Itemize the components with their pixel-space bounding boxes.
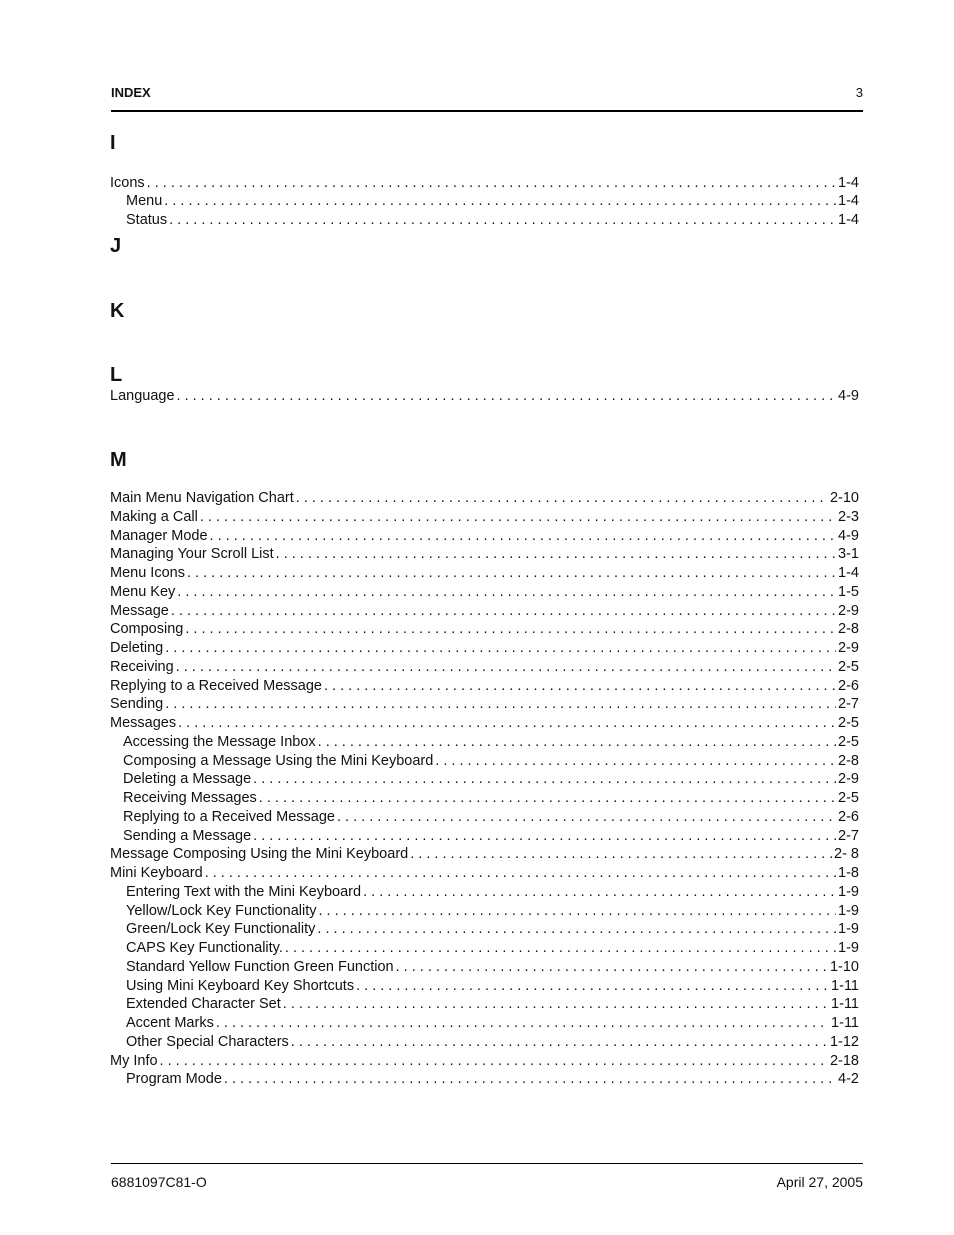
- entry-label: Mini Keyboard: [110, 865, 203, 881]
- entry-label: Replying to a Received Message: [123, 808, 335, 825]
- entry-page: 2-18: [829, 1052, 859, 1069]
- entry-label: Language: [110, 388, 175, 404]
- entry-label: Composing: [110, 621, 184, 638]
- section-letter-i: I: [110, 132, 116, 154]
- entry-label: Making a Call: [110, 508, 198, 525]
- index-subentry[interactable]: [126, 1071, 859, 1090]
- dot-leader: [291, 1034, 828, 1050]
- entry-label: Managing Your Scroll List: [110, 546, 274, 563]
- entry-label: Message Composing Using the Mini Keyboard: [110, 846, 409, 863]
- entry-page: 4-9: [838, 388, 859, 404]
- dot-leader: [187, 565, 836, 581]
- entry-page: 1-9: [838, 902, 859, 919]
- entry-page: 2-8: [838, 621, 859, 638]
- index-subentry[interactable]: [126, 884, 859, 903]
- entry-page: 1-4: [838, 212, 859, 228]
- dot-leader: [160, 1053, 828, 1069]
- dot-leader: [147, 175, 836, 191]
- entry-page: 2-6: [838, 677, 859, 694]
- index-subentry[interactable]: [126, 1015, 859, 1034]
- entry-page: 1-4: [838, 193, 859, 209]
- index-subentry[interactable]: [126, 193, 859, 212]
- dot-leader: [259, 790, 836, 806]
- header-title: INDEX: [111, 85, 151, 100]
- dot-leader: [396, 959, 828, 975]
- dot-leader: [253, 828, 836, 844]
- entry-page: 2-8: [838, 752, 859, 769]
- index-entry[interactable]: [110, 388, 859, 407]
- entry-page: 2-9: [838, 602, 859, 619]
- index-entry[interactable]: [110, 584, 859, 603]
- document-date: April 27, 2005: [776, 1174, 863, 1190]
- dot-leader: [171, 603, 836, 619]
- dot-leader: [276, 546, 836, 562]
- dot-leader: [253, 771, 836, 787]
- footer-rule: [111, 1163, 863, 1164]
- entry-label: Accessing the Message Inbox: [123, 733, 316, 750]
- index-entry[interactable]: [110, 659, 859, 678]
- entry-label: Receiving: [110, 658, 174, 675]
- entry-page: 2-3: [838, 508, 859, 525]
- entry-label: Messages: [110, 715, 177, 731]
- dot-leader: [337, 809, 836, 825]
- entry-page: 1-12: [829, 1033, 859, 1050]
- dot-leader: [176, 659, 836, 675]
- index-subentry[interactable]: [123, 828, 859, 847]
- entry-label: Menu Key: [110, 583, 176, 600]
- dot-leader: [296, 490, 828, 506]
- entry-label: Deleting: [110, 640, 164, 656]
- entry-page: 1-9: [838, 921, 859, 938]
- index-subentry[interactable]: [123, 771, 859, 790]
- index-entry[interactable]: [110, 846, 859, 865]
- index-entry[interactable]: [110, 715, 859, 734]
- dot-leader: [224, 1071, 836, 1087]
- dot-leader: [410, 846, 832, 862]
- index-entry[interactable]: [110, 696, 859, 715]
- index-subentry[interactable]: [123, 753, 859, 772]
- entry-page: 3-1: [838, 546, 859, 563]
- entry-page: 2-5: [838, 715, 859, 731]
- entry-label: Message: [110, 602, 169, 619]
- entry-label: Receiving Messages: [123, 790, 257, 806]
- entry-label: Main Menu Navigation Chart: [110, 490, 294, 506]
- index-entry[interactable]: [110, 1053, 859, 1072]
- index-entry[interactable]: [110, 509, 859, 528]
- entry-label: Composing a Message Using the Mini Keyboard: [123, 752, 434, 769]
- index-entry[interactable]: [110, 490, 859, 509]
- entry-page: 2-5: [838, 658, 859, 675]
- entry-label: Icons: [110, 175, 145, 191]
- entry-label: Sending a Message: [123, 827, 252, 844]
- entry-page: 2-6: [838, 808, 859, 825]
- dot-leader: [285, 940, 836, 956]
- index-subentry[interactable]: [123, 790, 859, 809]
- entry-label: Menu Icons: [110, 565, 185, 581]
- dot-leader: [165, 696, 836, 712]
- entry-page: 1-8: [838, 865, 859, 881]
- dot-leader: [164, 193, 836, 209]
- index-entry[interactable]: [110, 865, 859, 884]
- section-letter-m: M: [110, 449, 127, 471]
- entry-page: 2-10: [829, 490, 859, 506]
- entry-label: Menu: [126, 193, 163, 209]
- index-entry[interactable]: [110, 175, 859, 194]
- section-letter-j: J: [110, 235, 122, 257]
- entry-page: 4-2: [838, 1071, 859, 1088]
- dot-leader: [283, 996, 829, 1012]
- dot-leader: [169, 212, 836, 228]
- entry-label: Replying to a Received Message: [110, 677, 322, 694]
- entry-page: 2- 8: [834, 846, 859, 863]
- dot-leader: [356, 978, 829, 994]
- entry-label: Deleting a Message: [123, 771, 252, 788]
- dot-leader: [205, 865, 836, 881]
- entry-page: 1-11: [831, 1015, 859, 1031]
- entry-label: Extended Character Set: [126, 996, 281, 1013]
- dot-leader: [177, 388, 837, 404]
- index-subentry[interactable]: [126, 921, 859, 940]
- document-id: 6881097C81-O: [111, 1174, 207, 1190]
- index-entry[interactable]: [110, 528, 859, 547]
- dot-leader: [324, 678, 836, 694]
- index-entry[interactable]: [110, 678, 859, 697]
- header-rule: [111, 110, 863, 112]
- entry-page: 2-7: [838, 827, 859, 844]
- index-subentry[interactable]: [126, 212, 859, 231]
- page-header: [111, 84, 863, 104]
- index-subentry[interactable]: [123, 734, 859, 753]
- index-subentry[interactable]: [126, 996, 859, 1015]
- dot-leader: [318, 734, 836, 750]
- entry-page: 1-9: [838, 940, 859, 956]
- entry-label: Accent Marks: [126, 1015, 214, 1031]
- entry-page: 1-11: [831, 996, 859, 1013]
- entry-label: Other Special Characters: [126, 1033, 289, 1050]
- dot-leader: [210, 528, 837, 544]
- dot-leader: [177, 584, 836, 600]
- dot-leader: [216, 1015, 829, 1031]
- entry-page: 2-7: [838, 696, 859, 713]
- entry-label: Green/Lock Key Functionality: [126, 921, 316, 938]
- entry-label: Yellow/Lock Key Functionality: [126, 902, 317, 919]
- entry-label: Manager Mode: [110, 527, 208, 544]
- index-subentry[interactable]: [126, 1034, 859, 1053]
- dot-leader: [165, 640, 836, 656]
- entry-page: 1-9: [838, 883, 859, 900]
- dot-leader: [363, 884, 836, 900]
- entry-label: Sending: [110, 696, 164, 713]
- entry-page: 4-9: [838, 527, 859, 544]
- entry-page: 2-5: [838, 733, 859, 750]
- entry-page: 1-11: [831, 977, 859, 994]
- index-entry[interactable]: [110, 565, 859, 584]
- dot-leader: [178, 715, 836, 731]
- index-subentry[interactable]: [126, 903, 859, 922]
- entry-label: CAPS Key Functionality.: [126, 940, 283, 956]
- entry-label: Entering Text with the Mini Keyboard: [126, 883, 362, 900]
- section-letter-l: L: [110, 364, 123, 386]
- dot-leader: [200, 509, 836, 525]
- entry-page: 1-4: [838, 565, 859, 581]
- index-subentry[interactable]: [126, 940, 859, 959]
- entry-label: Using Mini Keyboard Key Shortcuts: [126, 977, 355, 994]
- index-subentry[interactable]: [123, 809, 859, 828]
- page-number: 3: [855, 85, 863, 100]
- entry-label: Standard Yellow Function Green Function: [126, 958, 394, 975]
- entry-page: 2-9: [838, 771, 859, 788]
- index-entry[interactable]: [110, 621, 859, 640]
- dot-leader: [318, 903, 836, 919]
- entry-label: My Info: [110, 1052, 158, 1069]
- entry-page: 1-4: [838, 175, 859, 191]
- index-subentry[interactable]: [126, 978, 859, 997]
- dot-leader: [435, 753, 836, 769]
- index-entry[interactable]: [110, 603, 859, 622]
- index-entry[interactable]: [110, 546, 859, 565]
- index-entry[interactable]: [110, 640, 859, 659]
- entry-page: 1-5: [838, 583, 859, 600]
- dot-leader: [185, 621, 836, 637]
- entry-page: 2-5: [838, 790, 859, 806]
- entry-label: Program Mode: [126, 1071, 222, 1088]
- index-subentry[interactable]: [126, 959, 859, 978]
- dot-leader: [317, 921, 836, 937]
- entry-page: 1-10: [829, 958, 859, 975]
- entry-page: 2-9: [838, 640, 859, 656]
- section-letter-k: K: [110, 300, 125, 322]
- entry-label: Status: [126, 212, 168, 228]
